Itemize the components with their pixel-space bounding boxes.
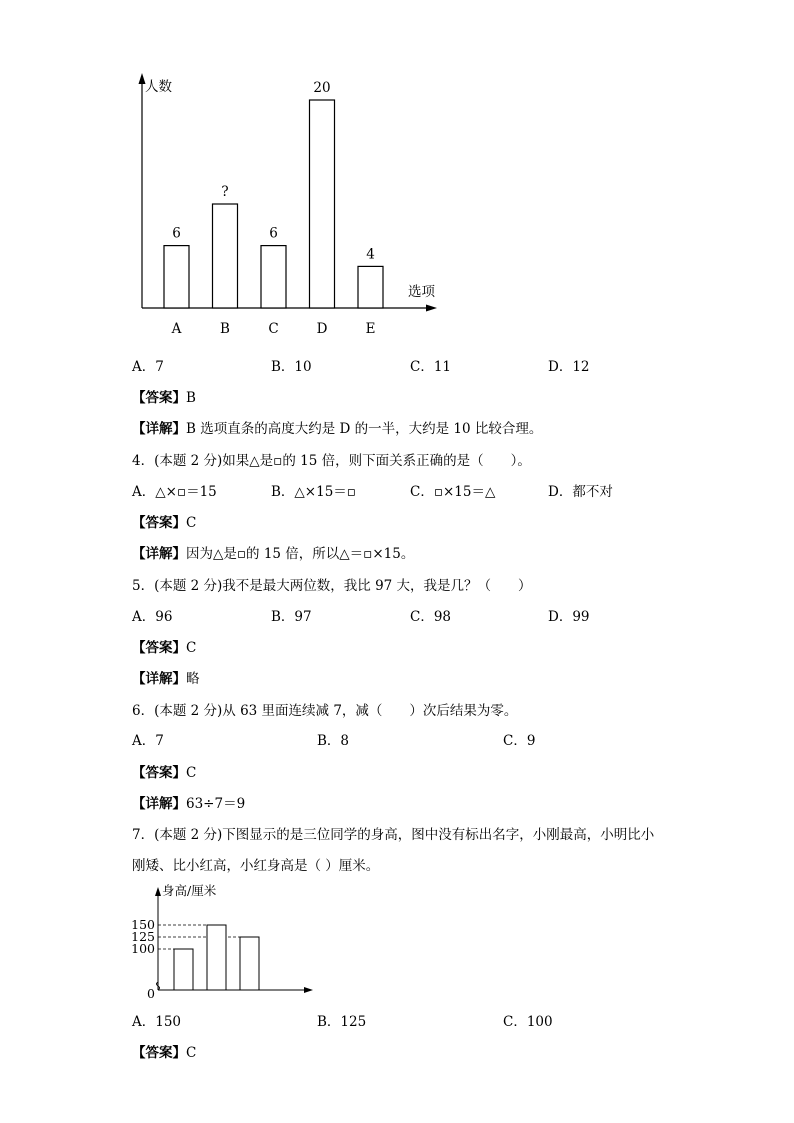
- q7-option-b[interactable]: B．125: [317, 1014, 367, 1030]
- bar-E: [358, 266, 383, 308]
- q3-option-c[interactable]: C．11: [410, 359, 452, 375]
- q7-stem-line2: 刚矮、比小红高，小红身高是（ ）厘米。: [132, 858, 380, 874]
- answer-value: C: [186, 765, 197, 781]
- category-label-D: D: [316, 321, 328, 337]
- y-tick-label-0: 0: [147, 986, 155, 1001]
- q3-answer: [132, 389, 196, 407]
- q6-stem: 6．(本题 2 分)从 63 里面连续减 7，减（ ）次后结果为零。: [132, 703, 518, 719]
- x-axis-label: 选项: [408, 284, 435, 300]
- y-axis-label: 人数: [145, 79, 172, 95]
- q5-option-d[interactable]: D．99: [548, 609, 590, 625]
- answer-tag: 【答案】: [132, 1045, 186, 1061]
- q6-option-b[interactable]: B．8: [317, 733, 350, 749]
- q5-answer: [132, 639, 196, 657]
- q7-option-c[interactable]: C．100: [503, 1014, 553, 1030]
- q6-answer: [132, 764, 196, 782]
- y-axis-label: 身高/厘米: [162, 883, 217, 898]
- answer-value: C: [186, 640, 197, 656]
- x-axis-arrow: [304, 987, 313, 993]
- chart-heights: [0, 880, 794, 1010]
- category-label-C: C: [268, 321, 279, 337]
- q3-option-b[interactable]: B．10: [271, 359, 312, 375]
- bar-D: [310, 100, 335, 308]
- data-label-E: 4: [366, 246, 375, 263]
- q5-detail: [132, 670, 200, 688]
- q4-stem: 4．(本题 2 分)如果△是▫的 15 倍，则下面关系正确的是（ ）。: [132, 453, 531, 469]
- q3-detail: [132, 420, 542, 438]
- data-label-A: 6: [172, 225, 181, 242]
- y-axis-arrow: [155, 887, 161, 896]
- q4-option-c[interactable]: C．▫×15＝△: [410, 484, 496, 500]
- q6-option-c[interactable]: C．9: [503, 733, 536, 749]
- bar-student-3: [240, 937, 259, 990]
- chart-votes: [0, 0, 794, 360]
- q5-option-b[interactable]: B．97: [271, 609, 312, 625]
- detail-text: 因为△是▫的 15 倍，所以△＝▫×15。: [186, 546, 415, 562]
- q4-option-b[interactable]: B．△×15＝▫: [271, 484, 356, 500]
- detail-tag: 【详解】: [132, 671, 186, 687]
- data-label-C: 6: [269, 225, 278, 242]
- bar-student-1: [174, 949, 193, 990]
- q4-option-d[interactable]: D．都不对: [548, 484, 613, 500]
- category-label-B: B: [220, 321, 230, 337]
- answer-tag: 【答案】: [132, 765, 186, 781]
- q5-option-c[interactable]: C．98: [410, 609, 452, 625]
- answer-tag: 【答案】: [132, 515, 186, 531]
- q7-answer: [132, 1044, 196, 1062]
- answer-value: C: [186, 1045, 197, 1061]
- answer-tag: 【答案】: [132, 390, 186, 406]
- detail-text: 略: [186, 671, 200, 687]
- q4-answer: [132, 514, 196, 532]
- q7-stem-line1: 7．(本题 2 分)下图显示的是三位同学的身高，图中没有标出名字，小刚最高，小明比小: [132, 827, 655, 843]
- answer-tag: 【答案】: [132, 640, 186, 656]
- q4-detail: [132, 545, 414, 563]
- q5-option-a[interactable]: A．96: [132, 609, 173, 625]
- bar-C: [261, 246, 286, 308]
- detail-tag: 【详解】: [132, 421, 186, 437]
- detail-text: B 选项直条的高度大约是 D 的一半，大约是 10 比较合理。: [186, 421, 543, 437]
- q6-detail: [132, 795, 245, 813]
- data-label-D: 20: [313, 80, 331, 96]
- detail-text: 63÷7＝9: [186, 796, 246, 812]
- detail-tag: 【详解】: [132, 546, 186, 562]
- q7-option-a[interactable]: A．150: [132, 1014, 182, 1030]
- answer-value: C: [186, 515, 197, 531]
- category-label-A: A: [171, 321, 182, 337]
- q4-option-a[interactable]: A．△×▫＝15: [132, 484, 217, 500]
- answer-value: B: [186, 390, 196, 406]
- bar-A: [164, 246, 189, 308]
- bar-B: [213, 204, 238, 308]
- q6-option-a[interactable]: A．7: [132, 733, 164, 749]
- q3-option-d[interactable]: D．12: [548, 359, 590, 375]
- y-tick-label-150: 150: [131, 917, 155, 932]
- bar-student-2: [207, 925, 226, 990]
- data-label-B: ?: [221, 184, 229, 200]
- q3-option-a[interactable]: A．7: [132, 359, 164, 375]
- y-tick-label-100: 100: [131, 941, 155, 956]
- q5-stem: 5．(本题 2 分)我不是最大两位数，我比 97 大，我是几？（ ）: [132, 578, 532, 594]
- x-axis-arrow: [426, 305, 437, 312]
- detail-tag: 【详解】: [132, 796, 186, 812]
- category-label-E: E: [365, 321, 376, 337]
- y-tick-label-125: 125: [131, 929, 155, 944]
